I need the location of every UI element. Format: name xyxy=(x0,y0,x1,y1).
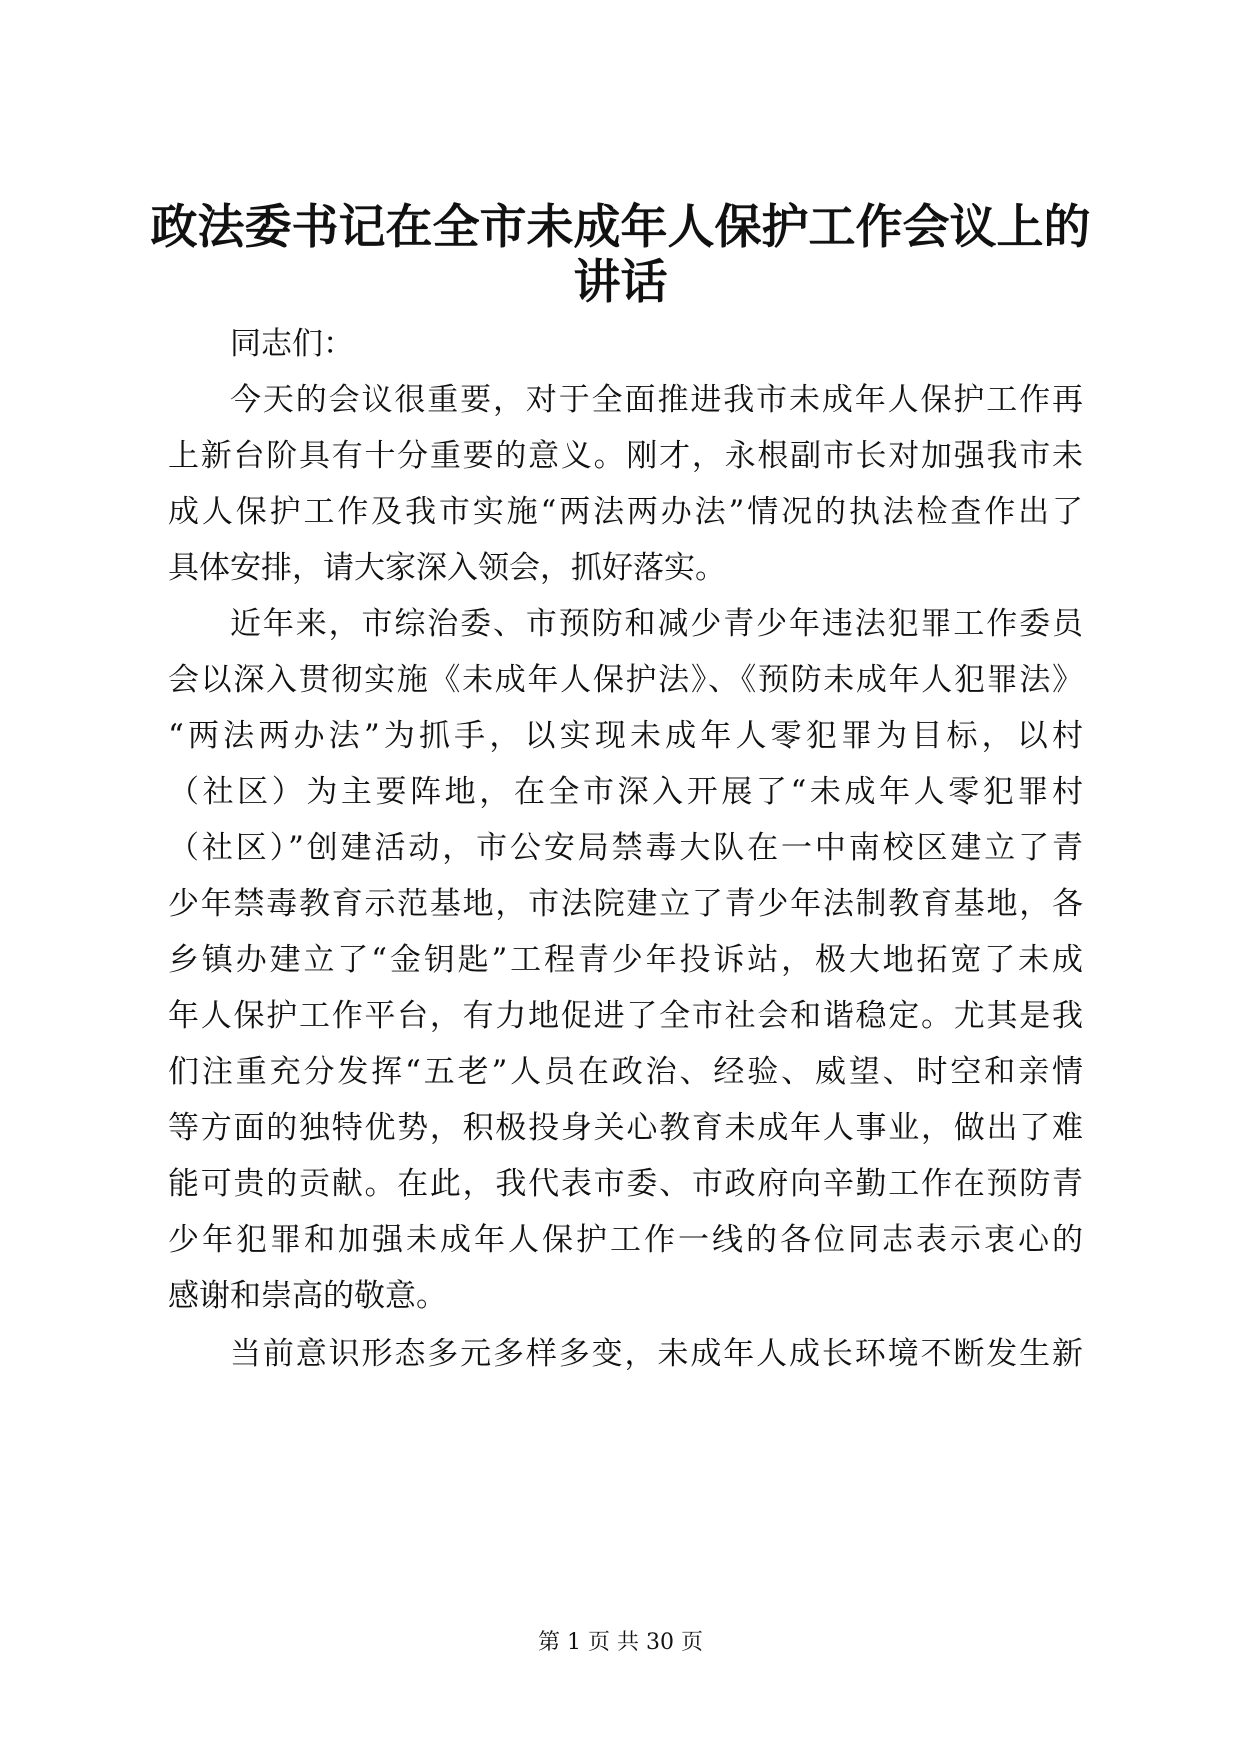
paragraph-1-line: 今天的会议很重要，对于全面推进我市未成年人保护工作再 xyxy=(230,382,1083,418)
paragraph-1-line: 具体安排，请大家深入领会，抓好落实。 xyxy=(168,550,726,586)
page-number-footer: 第 1 页 共 30 页 xyxy=(538,1630,703,1655)
paragraph-2-line: 等方面的独特优势，积极投身关心教育未成年人事业，做出了难 xyxy=(168,1110,1083,1146)
paragraph-2-line: 感谢和崇高的敬意。 xyxy=(168,1278,447,1314)
paragraph-2-line: 能可贵的贡献。在此，我代表市委、市政府向辛勤工作在预防青 xyxy=(168,1166,1083,1202)
paragraph-2-line: 们注重充分发挥“五老”人员在政治、经验、威望、时空和亲情 xyxy=(168,1054,1083,1090)
paragraph-3-line: 当前意识形态多元多样多变，未成年人成长环境不断发生新 xyxy=(230,1336,1083,1372)
paragraph-2-line: 乡镇办建立了“金钥匙”工程青少年投诉站，极大地拓宽了未成 xyxy=(168,942,1083,978)
paragraph-2-line: 近年来，市综治委、市预防和减少青少年违法犯罪工作委员 xyxy=(230,606,1083,642)
paragraph-2-line: （社区）”创建活动，市公安局禁毒大队在一中南校区建立了青 xyxy=(168,830,1083,866)
paragraph-2-line: （社区）为主要阵地，在全市深入开展了“未成年人零犯罪村 xyxy=(168,774,1083,810)
paragraph-2-line: 少年犯罪和加强未成年人保护工作一线的各位同志表示衷心的 xyxy=(168,1222,1083,1258)
document-title-line-1: 政法委书记在全市未成年人保护工作会议上的 xyxy=(150,200,1091,255)
paragraph-2-line: 会以深入贯彻实施《未成年人保护法》、《预防未成年人犯罪法》 xyxy=(168,662,1083,698)
paragraph-2-line: “两法两办法”为抓手，以实现未成年人零犯罪为目标，以村 xyxy=(168,718,1083,754)
document-title-line-2: 讲话 xyxy=(573,255,668,310)
paragraph-1-line: 上新台阶具有十分重要的意义。刚才，永根副市长对加强我市未 xyxy=(168,438,1083,474)
paragraph-1-line: 成人保护工作及我市实施“两法两办法”情况的执法检查作出了 xyxy=(168,494,1083,530)
paragraph-2-line: 少年禁毒教育示范基地，市法院建立了青少年法制教育基地，各 xyxy=(168,886,1083,922)
paragraph-2-line: 年人保护工作平台，有力地促进了全市社会和谐稳定。尤其是我 xyxy=(168,998,1083,1034)
salutation: 同志们： xyxy=(230,326,354,362)
